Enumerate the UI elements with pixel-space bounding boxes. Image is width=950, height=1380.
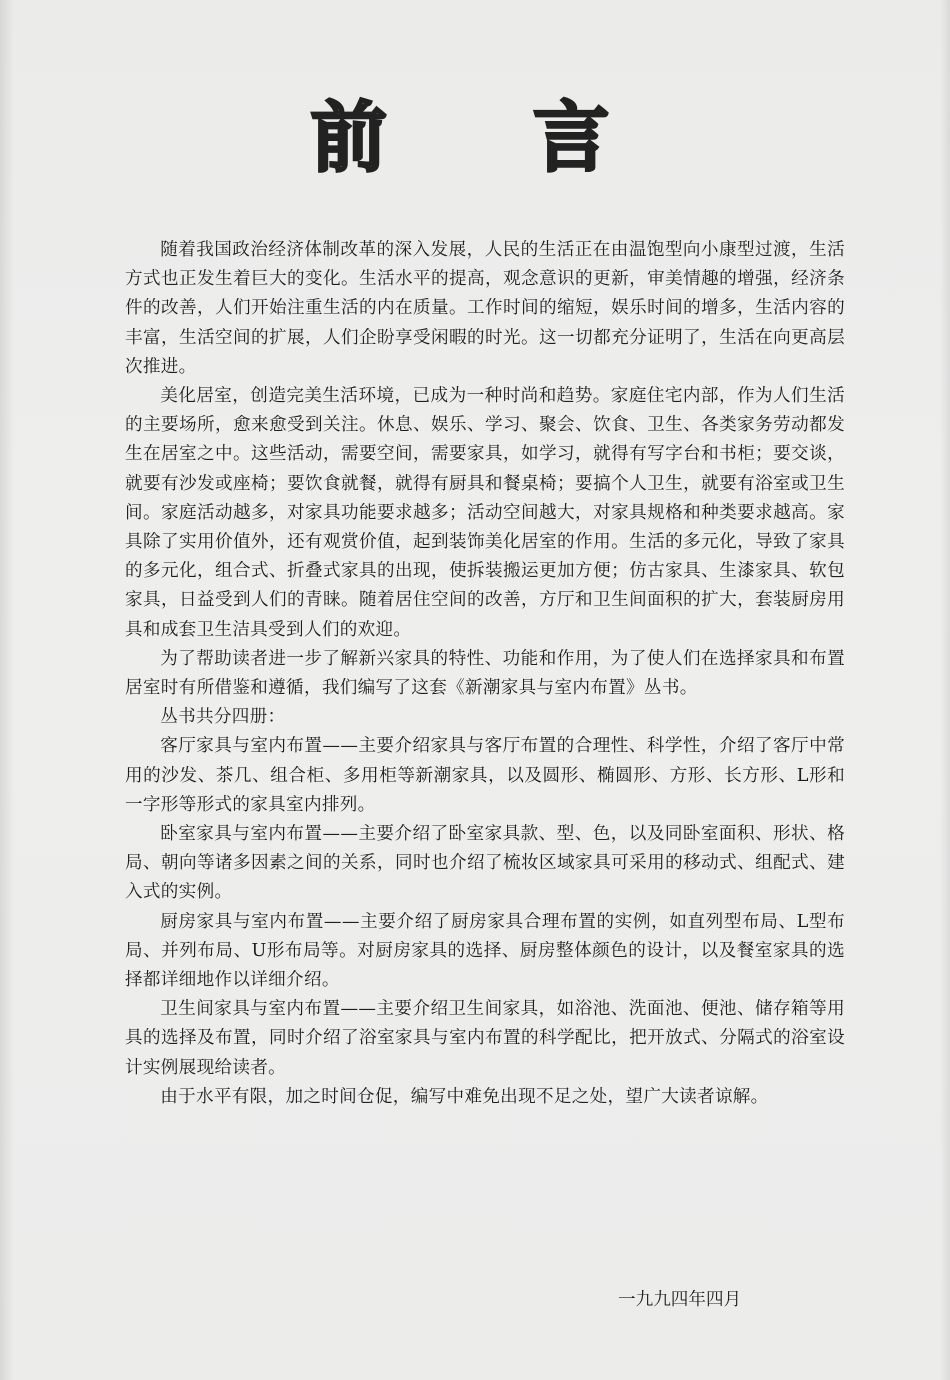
paragraph: 由于水平有限，加之时间仓促，编写中难免出现不足之处，望广大读者谅解。 [160,1086,769,1107]
paragraph: 丛书共分四册： [160,707,286,728]
date-signature: 一九九四年四月 [618,1290,742,1310]
page-title: 前 言 [310,93,670,182]
paragraph: 美化居室，创造完美生活环境，已成为一种时尚和趋势。家庭住宅内部，作为人们生活的主要场所，愈来愈受到关注。休息、娱乐、学习、聚会、饮食、卫生、各类家务劳动都发生在居室之中。这些活动，需要空间，需要家具，如学习，就得有写字台和书柜；要交谈，就要有沙发或座椅；要饮食就餐，就得有厨具和餐桌椅；要搞个人卫生，就要有浴室或卫生间。家庭活动越多，对家具功能要求越多；活动空间越大，对家具规格和种类要求越高。家具除了实用价值外，还有观赏价值，起到装饰美化居室的作用。生活的多元化，导致了家具的多元化，组合式、折叠式家具的出现，使拆装搬运更加方便；仿古家具、生漆家具、软包家具，日益受到人们的青睐。随着居住空间的改善，方厅和卫生间面积的扩大，套装厨房用具和成套卫生洁具受到人们的欢迎。 [125,386,845,640]
paragraph: 卫生间家具与室内布置——主要介绍卫生间家具，如浴池、洗面池、便池、储存箱等用具的选择及布置，同时介绍了浴室家具与室内布置的科学配比，把开放式、分隔式的浴室设计实例展现给读者。 [125,999,845,1078]
preface-body [125,236,845,1112]
paragraph: 客厅家具与室内布置——主要介绍家具与客厅布置的合理性、科学性，介绍了客厅中常用的沙发、茶几、组合柜、多用柜等新潮家具，以及圆形、椭圆形、方形、长方形、L形和一字形等形式的家具室内排列。 [125,736,845,815]
paragraph: 卧室家具与室内布置——主要介绍了卧室家具款、型、色，以及同卧室面积、形状、格局、朝向等诸多因素之间的关系，同时也介绍了梳妆区域家具可采用的移动式、组配式、建入式的实例。 [125,824,845,903]
paragraph: 厨房家具与室内布置——主要介绍了厨房家具合理布置的实例，如直列型布局、L型布局、并列布局、U形布局等。对厨房家具的选择、厨房整体颜色的设计，以及餐室家具的选择都详细地作以详细介绍。 [125,911,845,991]
paragraph: 为了帮助读者进一步了解新兴家具的特性、功能和作用，为了使人们在选择家具和布置居室时有所借鉴和遵循，我们编写了这套《新潮家具与室内布置》丛书。 [125,648,845,699]
paragraph: 随着我国政治经济体制改革的深入发展，人民的生活正在由温饱型向小康型过渡，生活方式也正发生着巨大的变化。生活水平的提高，观念意识的更新，审美情趣的增强，经济条件的改善，人们开始注重生活的内在质量。工作时间的缩短，娱乐时间的增多，生活内容的丰富，生活空间的扩展，人们企盼享受闲暇的时光。这一切都充分证明了，生活在向更高层次推进。 [125,240,845,377]
